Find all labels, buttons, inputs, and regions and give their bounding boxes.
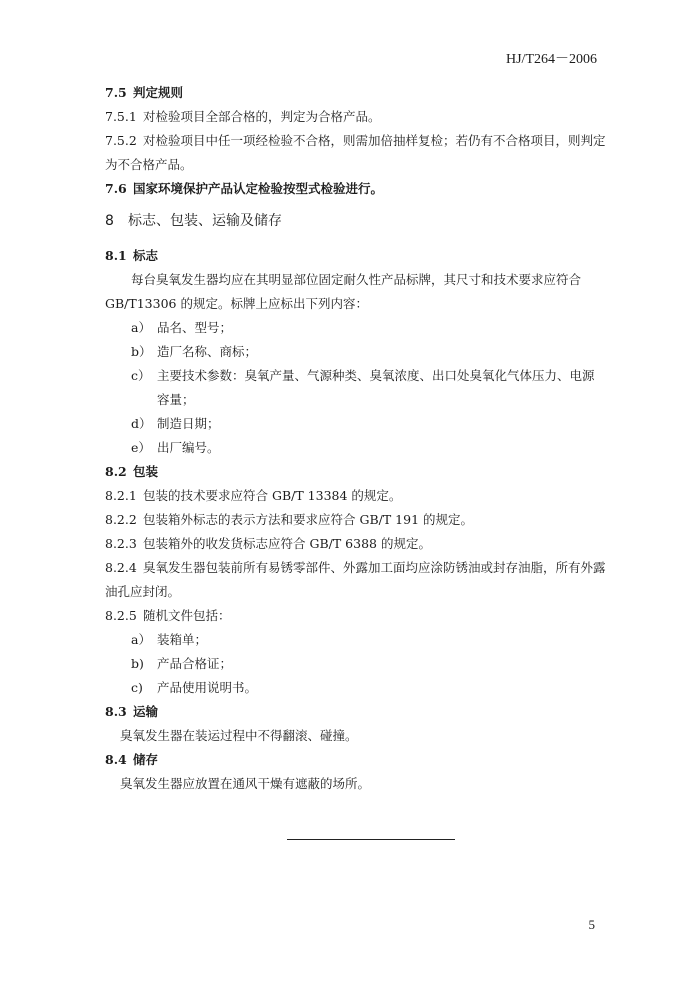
clause-7-5-heading <box>105 81 597 105</box>
list-item-text: 主要技术参数：臭氧产量、气源种类、臭氧浓度、出口处臭氧化气体压力、电源 <box>157 368 595 383</box>
list-marker: d） <box>131 416 152 431</box>
clause-text: 包装的技术要求应符合 GB/T 13384 的规定。 <box>143 488 402 503</box>
clause-number: 8.2.1 <box>105 488 137 503</box>
clause-text: 包装箱外的收发货标志应符合 GB/T 6388 的规定。 <box>143 536 431 551</box>
clause-8-4-text: 臭氧发生器应放置在通风干燥有遮蔽的场所。 <box>120 776 371 791</box>
clause-number: 8.3 <box>105 704 127 719</box>
clause-8-1-paragraph: 每台臭氧发生器均应在其明显部位固定耐久性产品标牌，其尺寸和技术要求应符合 <box>131 272 582 287</box>
clause-8-3-text: 臭氧发生器在装运过程中不得翻滚、碰撞。 <box>120 728 358 743</box>
list-marker: c） <box>131 368 151 383</box>
clause-number: 7.6 <box>105 181 127 196</box>
page-number: 5 <box>588 917 595 932</box>
clause-number: 8.4 <box>105 752 127 767</box>
clause-8-4-heading <box>105 748 597 772</box>
clause-8-3-heading <box>105 700 597 724</box>
list-item-text: 产品合格证； <box>157 656 233 671</box>
list-item-text: 装箱单； <box>157 632 208 647</box>
clause-title: 标志 <box>133 248 159 263</box>
clause-text: 包装箱外标志的表示方法和要求应符合 GB/T 191 的规定。 <box>143 512 473 527</box>
list-item <box>105 628 597 652</box>
clause-title: 运输 <box>133 704 159 719</box>
clause-text: 对检验项目全部合格的，判定为合格产品。 <box>143 109 381 124</box>
chapter-title: 标志、包装、运输及储存 <box>128 213 282 229</box>
document-body <box>105 81 606 796</box>
clause-number: 8.2.4 <box>105 560 137 575</box>
clause-text: 国家环境保护产品认定检验按型式检验进行。 <box>133 181 384 196</box>
standard-code-header: HJ/T264－2006 <box>506 52 597 67</box>
clause-text: 对检验项目中任一项经检验不合格，则需加倍抽样复检；若仍有不合格项目，则判定 <box>143 133 606 148</box>
clause-number: 8.2.2 <box>105 512 137 527</box>
clause-8-2-heading <box>105 460 597 484</box>
list-marker: a） <box>131 320 151 335</box>
list-item <box>105 652 597 676</box>
list-marker: b) <box>131 656 144 671</box>
clause-number: 7.5.2 <box>105 133 137 148</box>
clause-number: 7.5 <box>105 85 127 100</box>
clause-8-2-2 <box>105 508 597 532</box>
clause-title: 储存 <box>133 752 159 767</box>
list-item-text: 制造日期； <box>157 416 220 431</box>
clause-number: 7.5.1 <box>105 109 137 124</box>
chapter-number: 8 <box>105 213 114 229</box>
clause-7-5-2-continuation: 为不合格产品。 <box>105 157 193 172</box>
clause-8-1-paragraph-continuation: GB/T13306 的规定。标牌上应标出下列内容： <box>105 296 368 311</box>
clause-8-1-heading <box>105 244 597 268</box>
clause-8-2-3 <box>105 532 597 556</box>
clause-number: 8.2 <box>105 464 127 479</box>
clause-8-2-5 <box>105 604 597 628</box>
list-marker: c) <box>131 680 143 695</box>
list-item <box>105 364 597 388</box>
list-item <box>105 436 597 460</box>
list-item-text: 品名、型号； <box>157 320 233 335</box>
list-marker: a） <box>131 632 151 647</box>
clause-8-2-4 <box>105 556 606 580</box>
list-item-text: 造厂名称、商标； <box>157 344 258 359</box>
list-marker: b） <box>131 344 152 359</box>
clause-8-2-4-continuation: 油孔应封闭。 <box>105 584 181 599</box>
list-item <box>105 340 597 364</box>
list-item <box>105 412 597 436</box>
clause-title: 判定规则 <box>133 85 184 100</box>
list-item-continuation: 容量； <box>157 392 195 407</box>
list-item <box>105 676 597 700</box>
chapter-8-heading <box>105 206 597 236</box>
clause-number: 8.2.3 <box>105 536 137 551</box>
clause-number: 8.2.5 <box>105 608 137 623</box>
clause-7-5-2 <box>105 129 606 153</box>
clause-7-5-1 <box>105 105 597 129</box>
clause-text: 臭氧发生器包装前所有易锈零部件、外露加工面均应涂防锈油或封存油脂，所有外露 <box>143 560 606 575</box>
list-item-text: 产品使用说明书。 <box>157 680 258 695</box>
clause-number: 8.1 <box>105 248 127 263</box>
list-item <box>105 316 597 340</box>
list-marker: e） <box>131 440 151 455</box>
clause-7-6 <box>105 177 597 201</box>
end-rule-divider <box>287 839 455 840</box>
clause-title: 包装 <box>133 464 159 479</box>
list-item-text: 出厂编号。 <box>157 440 220 455</box>
clause-8-2-1 <box>105 484 597 508</box>
clause-text: 随机文件包括： <box>143 608 231 623</box>
